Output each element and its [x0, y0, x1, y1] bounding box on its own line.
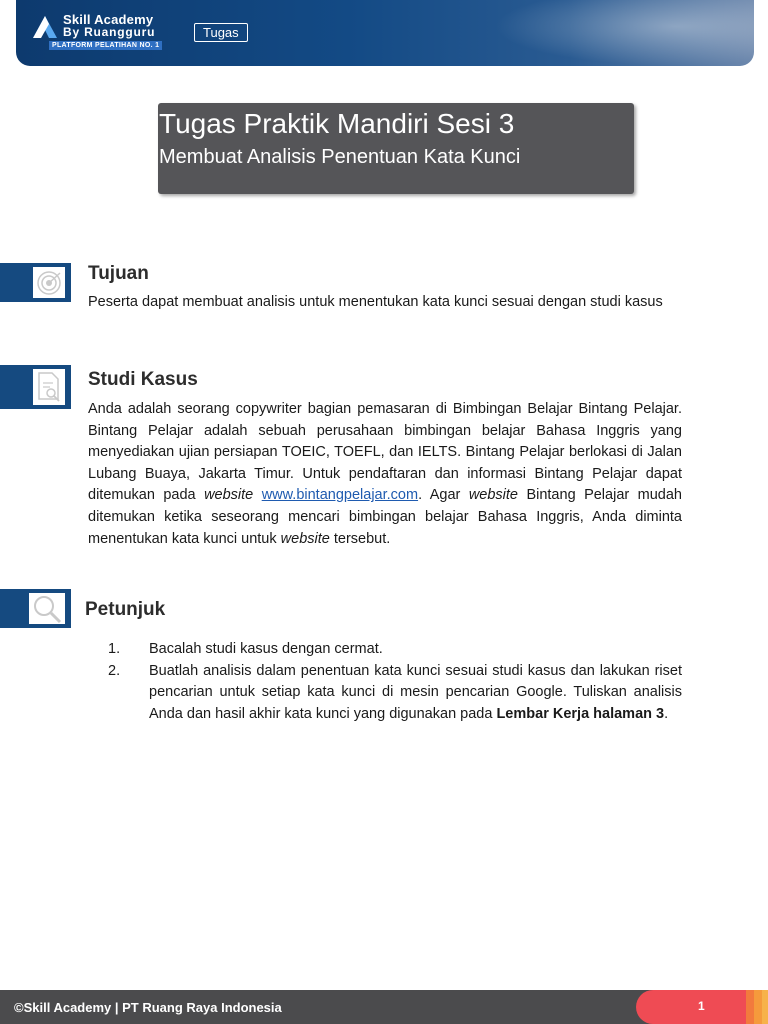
list-number: 1. — [108, 641, 121, 657]
header-decoration — [494, 0, 754, 66]
page-number: 1 — [698, 999, 705, 1013]
page-title: Tugas Praktik Mandiri Sesi 3 — [159, 108, 515, 139]
studi-kasus-icon-tile — [33, 369, 65, 405]
tujuan-icon-bar — [0, 263, 71, 302]
studi-kasus-icon-bar — [0, 365, 71, 409]
bintangpelajar-link[interactable]: www.bintangpelajar.com — [261, 487, 419, 504]
tugas-badge: Tugas — [194, 23, 248, 42]
tujuan-heading: Tujuan — [88, 263, 149, 284]
header-banner — [16, 0, 754, 66]
page-number-pill — [636, 990, 746, 1024]
petunjuk-list — [108, 639, 682, 725]
list-number: 2. — [108, 662, 121, 679]
studi-kasus-part-1: Anda adalah seorang copywriter bagian pemasaran di Bimbingan Belajar Bintang Pelajar. Bintang Pelajar adalah sebuah perusahaan bimbingan belajar Bahasa Inggris yang menyediakan ujian persiapan TOEIC, TOEFL, dan IELTS. Bintang Pelajar berlokasi di Jalan Lubang Buaya, Jakarta Timur. Untuk pendaftaran dan informasi Bintang Pelajar dapat ditemukan pada — [88, 401, 682, 504]
studi-kasus-part-2: . Agar — [418, 487, 469, 504]
footer-stripe-yellow — [762, 990, 768, 1024]
brand-tagline: PLATFORM PELATIHAN NO. 1 — [49, 41, 162, 50]
petunjuk-heading: Petunjuk — [85, 599, 166, 620]
magnifier-icon — [32, 594, 62, 624]
title-box — [158, 103, 634, 194]
brand-name: Skill Academy — [63, 12, 154, 27]
target-icon — [36, 270, 62, 296]
footer — [0, 990, 768, 1024]
tujuan-icon-tile — [33, 267, 65, 298]
petunjuk-icon-tile — [29, 593, 65, 624]
website-term: website — [204, 487, 254, 504]
studi-kasus-heading: Studi Kasus — [88, 369, 198, 390]
footer-copyright: ©Skill Academy | PT Ruang Raya Indonesia — [14, 1000, 282, 1015]
tujuan-text: Peserta dapat membuat analisis untuk menentukan kata kunci sesuai dengan studi kasus — [88, 294, 663, 310]
website-term: website — [468, 487, 518, 504]
list-item — [108, 639, 682, 661]
page-subtitle: Membuat Analisis Penentuan Kata Kunci — [159, 146, 521, 168]
skill-academy-logo-icon — [32, 15, 58, 39]
list-text: Bacalah studi kasus dengan cermat. — [149, 641, 383, 657]
document-search-icon — [36, 371, 62, 403]
studi-kasus-part-4: tersebut. — [329, 530, 391, 547]
list-text-end: . — [664, 705, 669, 722]
website-term: website — [280, 530, 330, 547]
list-text: Buatlah analisis dalam penentuan kata kunci sesuai studi kasus dan lakukan riset pencarian untuk setiap kata kunci di mesin pencarian Google. Tuliskan analisis Anda dan hasil akhir kata kunci yang digunakan pada — [149, 662, 682, 722]
petunjuk-icon-bar — [0, 589, 71, 628]
footer-stripe-amber — [754, 990, 762, 1024]
lembar-kerja-reference: Lembar Kerja halaman 3 — [496, 705, 665, 722]
studi-kasus-text — [88, 399, 682, 550]
studi-kasus-part-3: Bintang Pelajar mudah ditemukan ketika seseorang mencari bimbingan belajar Bahasa Inggris, Anda diminta menentukan kata kunci untuk — [88, 487, 682, 547]
list-item — [108, 661, 682, 726]
footer-stripe-orange — [746, 990, 754, 1024]
brand-subtitle: By Ruangguru — [63, 25, 156, 39]
